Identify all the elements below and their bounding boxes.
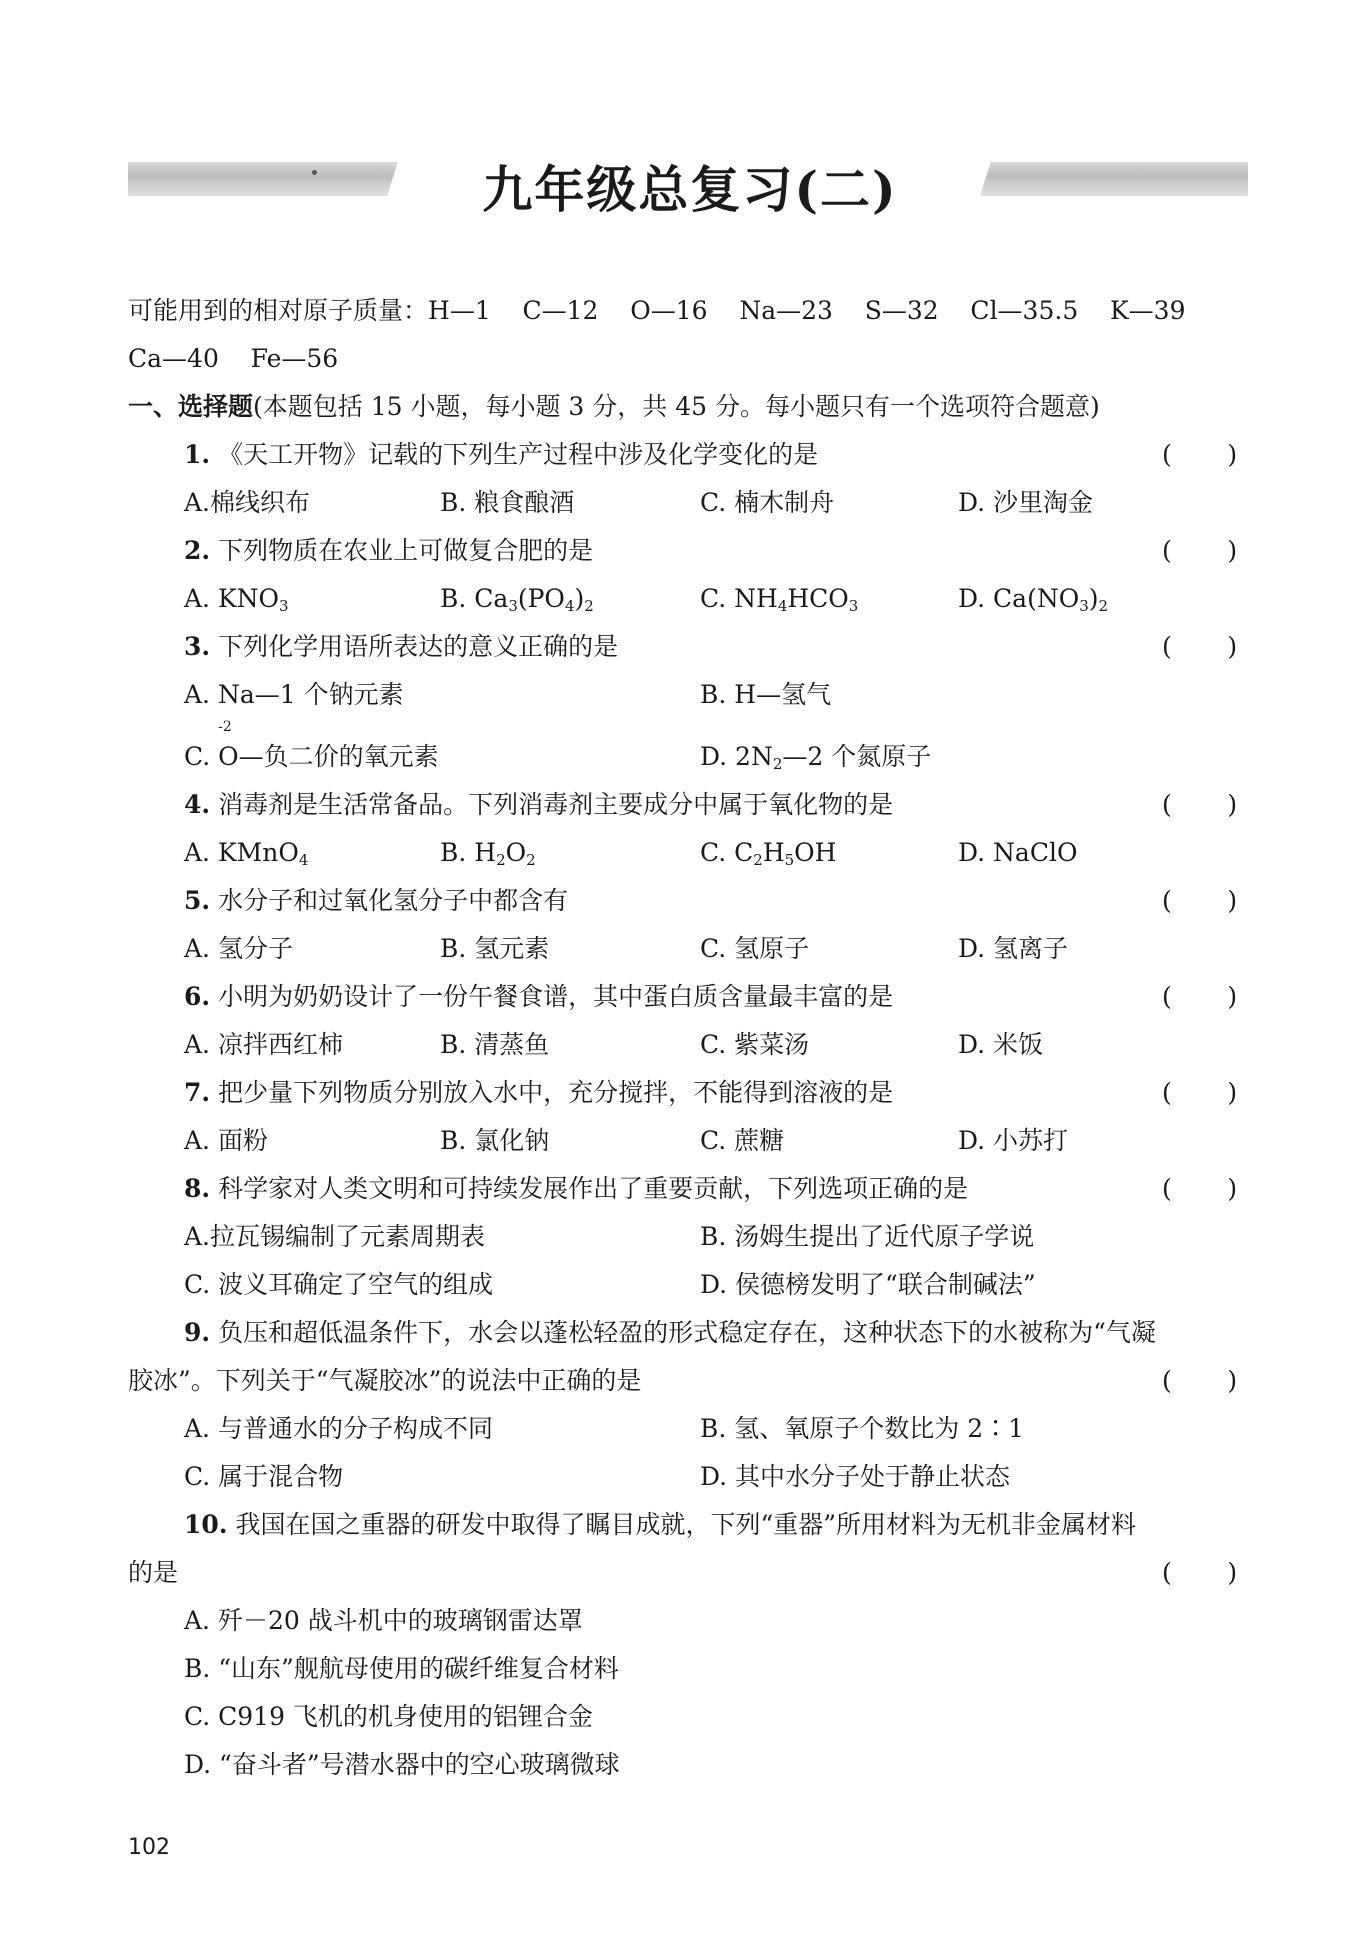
q9-option-a: A. 与普通水的分子构成不同 xyxy=(184,1414,493,1443)
question-8-stem xyxy=(184,1172,968,1206)
question-text: 我国在国之重器的研发中取得了瞩目成就，下列“重器”所用材料为无机非金属材料 xyxy=(235,1510,1137,1539)
question-text: 消毒剂是生活常备品。下列消毒剂主要成分中属于氧化物的是 xyxy=(218,790,894,819)
q7-option-b: B. 氯化钠 xyxy=(440,1126,550,1155)
question-text: 下列物质在农业上可做复合肥的是 xyxy=(218,536,594,565)
q6-option-b: B. 清蒸鱼 xyxy=(440,1030,550,1059)
q8-option-d: D. 侯德榜发明了“联合制碱法” xyxy=(700,1270,1036,1299)
question-3-stem xyxy=(184,630,618,664)
formula-text: B. H xyxy=(440,838,497,867)
question-10-stem-cont: 的是 xyxy=(128,1558,179,1587)
formula-text: ) xyxy=(574,584,585,613)
question-2-stem xyxy=(184,534,593,568)
q5-option-b: B. 氢元素 xyxy=(440,934,550,963)
answer-blank-7[interactable]: ( ) xyxy=(1162,1078,1238,1107)
formula-text: A. KMnO xyxy=(184,838,299,867)
q5-option-c: C. 氢原子 xyxy=(700,934,810,963)
answer-blank-3[interactable]: ( ) xyxy=(1162,632,1238,661)
atomic-mass-values-1: H—1 C—12 O—16 Na—23 S—32 Cl—35.5 K—39 xyxy=(428,296,1186,325)
question-text: 科学家对人类文明和可持续发展作出了重要贡献，下列选项正确的是 xyxy=(218,1174,969,1203)
formula-text: B. Ca xyxy=(440,584,509,613)
subscript: 3 xyxy=(279,597,289,615)
q6-option-d: D. 米饭 xyxy=(958,1030,1044,1059)
q8-option-b: B. 汤姆生提出了近代原子学说 xyxy=(700,1222,1035,1251)
question-number: 2. xyxy=(184,536,211,565)
answer-blank-4[interactable]: ( ) xyxy=(1162,790,1238,819)
formula-text: C. xyxy=(184,742,219,771)
question-text: 把少量下列物质分别放入水中，充分搅拌，不能得到溶液的是 xyxy=(218,1078,894,1107)
q3-option-c xyxy=(184,719,439,774)
question-text: 《天工开物》记载的下列生产过程中涉及化学变化的是 xyxy=(218,440,819,469)
question-5-stem xyxy=(184,884,568,918)
q3-option-d xyxy=(700,740,931,781)
q2-option-d xyxy=(958,582,1108,623)
formula-text: C. NH xyxy=(700,584,778,613)
page-title: 九年级总复习(二) xyxy=(482,160,898,219)
answer-blank-8[interactable]: ( ) xyxy=(1162,1174,1238,1203)
subscript: 2 xyxy=(526,851,536,869)
answer-blank-9[interactable]: ( ) xyxy=(1162,1366,1238,1395)
title-decoration-left xyxy=(128,162,398,196)
valence-symbol xyxy=(218,719,239,774)
formula-text: D. Ca(NO xyxy=(958,584,1080,613)
q2-option-a xyxy=(184,582,289,623)
question-number: 4. xyxy=(184,790,211,819)
formula-text: C. C xyxy=(700,838,754,867)
section-title: 一、选择题 xyxy=(128,392,254,421)
question-6-stem xyxy=(184,980,893,1014)
atomic-mass-line-1 xyxy=(128,294,1186,328)
title-decoration-right xyxy=(980,162,1248,196)
question-number: 10. xyxy=(184,1510,228,1539)
q1-option-d: D. 沙里淘金 xyxy=(958,488,1094,517)
section-heading xyxy=(128,390,1100,424)
question-text: 下列化学用语所表达的意义正确的是 xyxy=(218,632,619,661)
question-10-stem xyxy=(184,1508,1136,1542)
formula-text: HCO xyxy=(787,584,849,613)
question-number: 1. xyxy=(184,440,211,469)
q3-option-a: A. Na—1 个钠元素 xyxy=(184,680,404,709)
atomic-mass-values-2: Ca—40 Fe—56 xyxy=(128,344,339,373)
q10-option-c: C. C919 飞机的机身使用的铝锂合金 xyxy=(184,1702,593,1731)
question-text: 小明为奶奶设计了一份午餐食谱，其中蛋白质含量最丰富的是 xyxy=(218,982,894,1011)
question-number: 7. xyxy=(184,1078,211,1107)
q9-option-c: C. 属于混合物 xyxy=(184,1462,344,1491)
decoration-dot xyxy=(312,170,317,175)
section-note: (本题包括 15 小题，每小题 3 分，共 45 分。每小题只有一个选项符合题意) xyxy=(253,392,1100,421)
valence-mark: -2 xyxy=(218,719,232,735)
formula-text: ) xyxy=(1088,584,1099,613)
q6-option-a: A. 凉拌西红柿 xyxy=(184,1030,343,1059)
q1-option-c: C. 楠木制舟 xyxy=(700,488,835,517)
q1-option-b: B. 粮食酿酒 xyxy=(440,488,575,517)
q7-option-c: C. 蔗糖 xyxy=(700,1126,785,1155)
question-number: 6. xyxy=(184,982,211,1011)
subscript: 2 xyxy=(753,851,763,869)
answer-blank-2[interactable]: ( ) xyxy=(1162,536,1238,565)
question-9-stem xyxy=(184,1316,1156,1350)
q9-option-b: B. 氢、氧原子个数比为 2∶1 xyxy=(700,1414,1025,1443)
formula-text: OH xyxy=(794,838,837,867)
q9-option-d: D. 其中水分子处于静止状态 xyxy=(700,1462,1011,1491)
formula-text: O xyxy=(505,838,527,867)
q10-option-b: B. “山东”舰航母使用的碳纤维复合材料 xyxy=(184,1654,619,1683)
subscript: 4 xyxy=(777,597,788,615)
question-number: 3. xyxy=(184,632,211,661)
answer-blank-5[interactable]: ( ) xyxy=(1162,886,1238,915)
q5-option-d: D. 氢离子 xyxy=(958,934,1069,963)
element-symbol: O xyxy=(218,742,239,771)
subscript: 3 xyxy=(508,597,518,615)
q2-option-c xyxy=(700,582,858,623)
q10-option-a: A. 歼－20 战斗机中的玻璃钢雷达罩 xyxy=(184,1606,583,1635)
q2-option-b xyxy=(440,582,594,623)
subscript: 3 xyxy=(848,597,859,615)
q10-option-d: D. “奋斗者”号潜水器中的空心玻璃微球 xyxy=(184,1750,620,1779)
answer-blank-10[interactable]: ( ) xyxy=(1162,1558,1238,1587)
q7-option-a: A. 面粉 xyxy=(184,1126,268,1155)
subscript: 4 xyxy=(298,851,309,869)
formula-text: —2 个氮原子 xyxy=(782,742,932,771)
question-number: 5. xyxy=(184,886,211,915)
q6-option-c: C. 紫菜汤 xyxy=(700,1030,810,1059)
subscript: 2 xyxy=(772,755,783,773)
q4-option-d: D. NaClO xyxy=(958,838,1078,867)
answer-blank-1[interactable]: ( ) xyxy=(1162,440,1238,469)
subscript: 2 xyxy=(1098,597,1109,615)
subscript: 2 xyxy=(496,851,506,869)
question-text: 负压和超低温条件下，水会以蓬松轻盈的形式稳定存在，这种状态下的水被称为“气凝 xyxy=(218,1318,1156,1347)
subscript: 3 xyxy=(1079,597,1089,615)
question-text: 水分子和过氧化氢分子中都含有 xyxy=(218,886,569,915)
subscript: 4 xyxy=(564,597,575,615)
question-1-stem xyxy=(184,438,818,472)
formula-text: —负二价的氧元素 xyxy=(238,742,439,771)
q4-option-b xyxy=(440,836,536,877)
q8-option-c: C. 波义耳确定了空气的组成 xyxy=(184,1270,494,1299)
subscript: 2 xyxy=(584,597,594,615)
formula-text: (PO xyxy=(517,584,565,613)
subscript: 5 xyxy=(784,851,795,869)
formula-text: H xyxy=(762,838,785,867)
q3-option-b: B. H—氢气 xyxy=(700,680,832,709)
q1-option-a: A.棉线织布 xyxy=(184,488,311,517)
atomic-mass-label: 可能用到的相对原子质量： xyxy=(128,296,429,325)
question-number: 8. xyxy=(184,1174,211,1203)
page-number: 102 xyxy=(128,1835,170,1860)
question-number: 9. xyxy=(184,1318,211,1347)
question-7-stem xyxy=(184,1076,893,1110)
q8-option-a: A.拉瓦锡编制了元素周期表 xyxy=(184,1222,486,1251)
q4-option-c xyxy=(700,836,836,877)
formula-text: D. 2N xyxy=(700,742,773,771)
question-4-stem xyxy=(184,788,893,822)
formula-text: A. KNO xyxy=(184,584,279,613)
q4-option-a xyxy=(184,836,308,877)
question-9-stem-cont: 胶冰”。下列关于“气凝胶冰”的说法中正确的是 xyxy=(128,1366,642,1395)
q5-option-a: A. 氢分子 xyxy=(184,934,293,963)
q7-option-d: D. 小苏打 xyxy=(958,1126,1069,1155)
answer-blank-6[interactable]: ( ) xyxy=(1162,982,1238,1011)
